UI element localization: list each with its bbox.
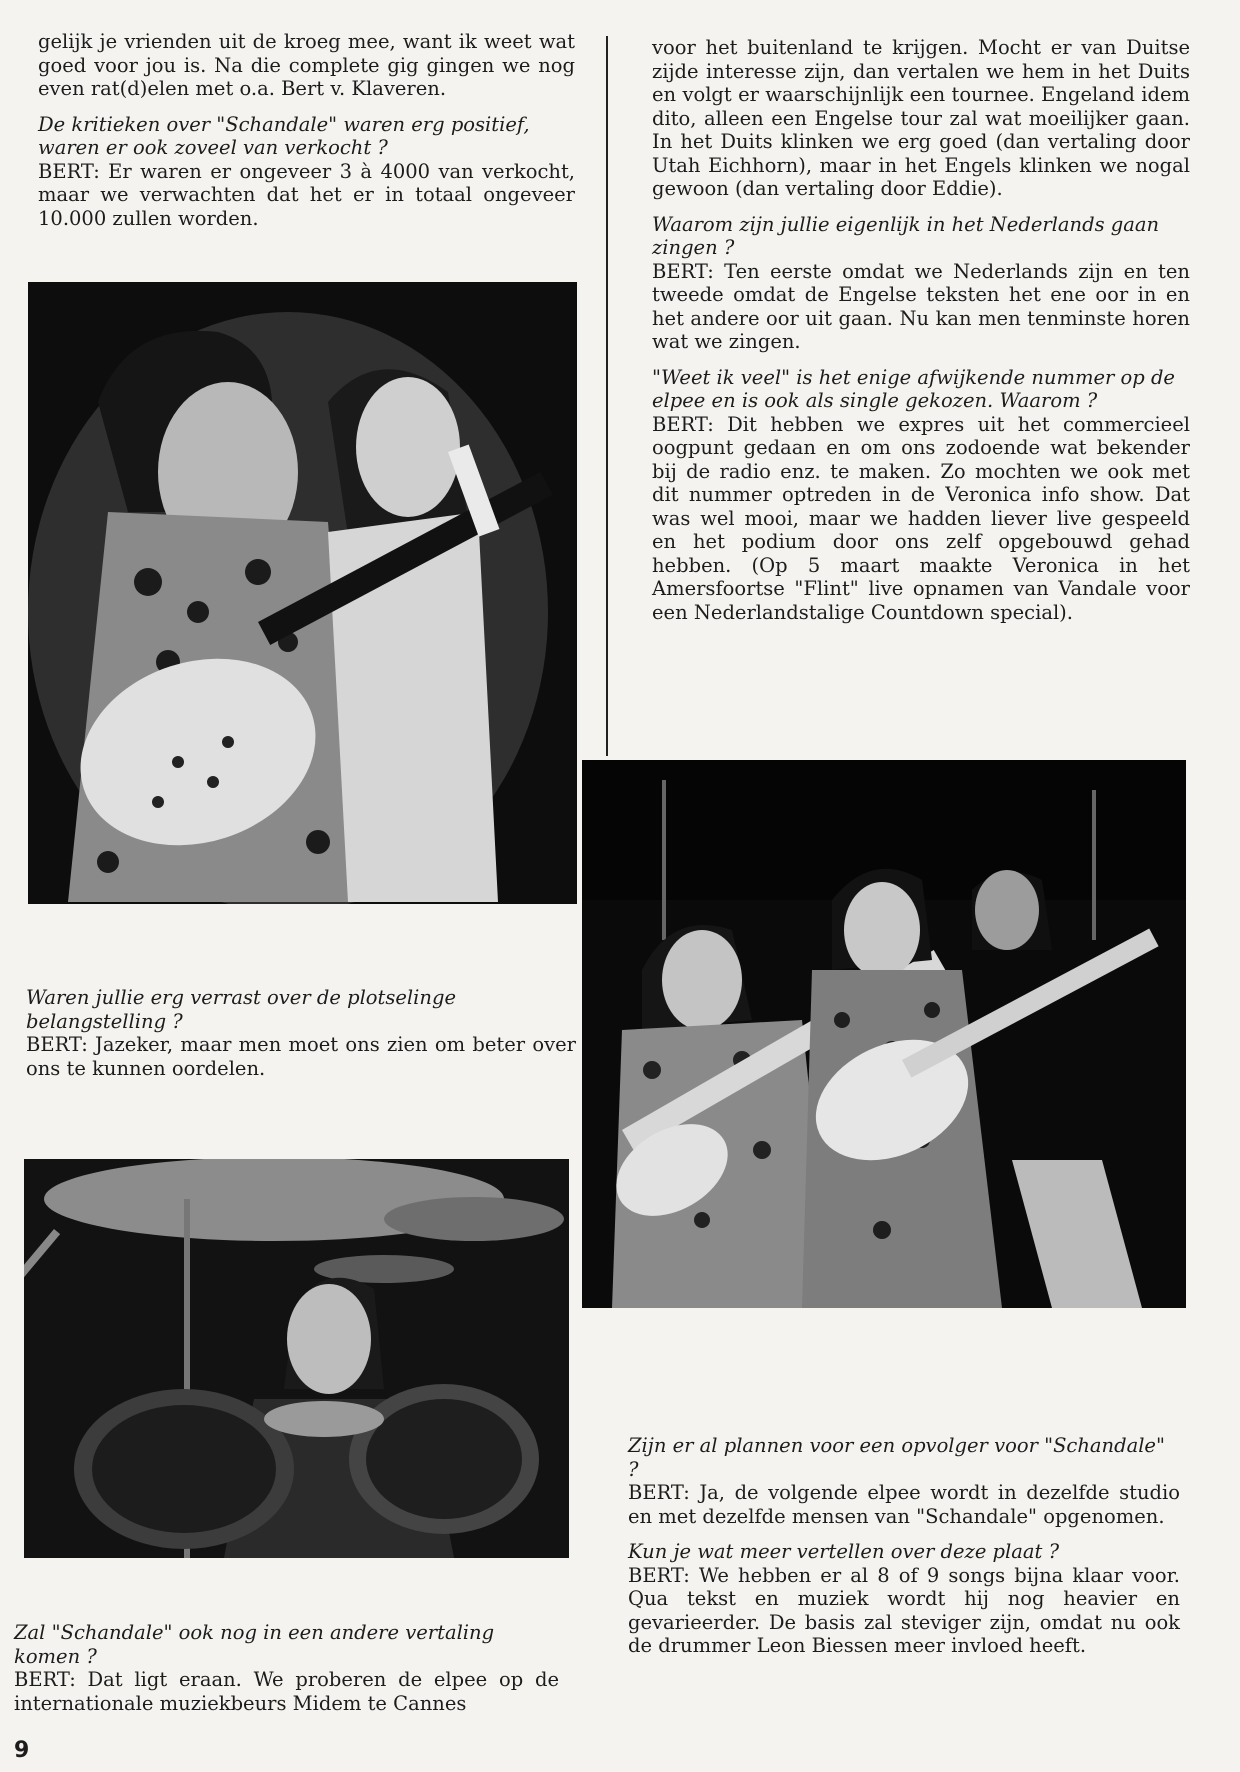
answer-text: BERT: Ja, de volgende elpee wordt in dezelfde studio en met dezelfde mensen van "Schandale" opgenomen. [628, 1481, 1180, 1528]
photo-band-stage-image [582, 760, 1186, 1308]
concert-photo-drummer [24, 1159, 569, 1558]
concert-photo-guitarist-singer [28, 282, 577, 904]
column-divider [606, 36, 608, 756]
qa-successor [628, 1434, 1180, 1528]
photo-drummer-image [24, 1159, 569, 1558]
page-number: 9 [14, 1738, 30, 1763]
left-bottom-text [14, 1621, 559, 1727]
intro-text: gelijk je vrienden uit de kroeg mee, want ik weet wat goed voor jou is. Na die complete gig gingen we nog even rat(d)elen met o.a. Bert v. Klaveren. [38, 30, 575, 100]
intro-paragraph [38, 30, 575, 101]
qa-single [652, 366, 1190, 625]
answer-text: BERT: Ten eerste omdat we Nederlands zijn en ten tweede omdat de Engelse teksten het ene oor in en het andere oor uit gaan. Nu kan men tenminste horen wat we zingen. [652, 259, 1190, 353]
qa-new-record [628, 1540, 1180, 1658]
right-bottom-text [628, 1434, 1180, 1670]
qa-dutch-language [652, 213, 1190, 354]
qa-sales [38, 113, 575, 231]
left-top-text [38, 30, 575, 242]
question-text: Waarom zijn jullie eigenlijk in het Nederlands gaan zingen ? [652, 212, 1160, 259]
intro-text: voor het buitenland te krijgen. Mocht er van Duitse zijde interesse zijn, dan vertalen we hem in het Duits en volgt er waarschijnlijk een tournee. Engeland idem dito, alleen een Engelse tour zal wat moeilijker gaan. In het Duits klinken we erg goed (dan vertaling door Utah Eichhorn), maar in het Engels klinken we nogal gewoon (dan vertaling door Eddie). [652, 36, 1190, 200]
question-text: Waren jullie erg verrast over de plotselinge belangstelling ? [26, 986, 456, 1033]
answer-text: BERT: Dat ligt eraan. We proberen de elpee op de internationale muziekbeurs Midem te Cannes [14, 1668, 559, 1715]
answer-text: BERT: We hebben er al 8 of 9 songs bijna klaar voor. Qua tekst en muziek wordt hij nog heavier en gevarieerder. De basis zal steviger zijn, omdat nu ook de drummer Leon Biessen meer invloed heeft. [628, 1563, 1180, 1657]
question-text: Zal "Schandale" ook nog in een andere vertaling komen ? [14, 1621, 495, 1668]
question-text: De kritieken over "Schandale" waren erg positief, waren er ook zoveel van verkocht ? [38, 112, 530, 159]
qa-surprise [26, 986, 576, 1080]
answer-text: BERT: Dit hebben we expres uit het commercieel oogpunt gedaan en om ons zodoende wat bekender bij de radio enz. te maken. Zo mochten we ook met dit nummer optreden in de Veronica info show. Dat was wel mooi, maar we hadden liever live gespeeld en het podium door ons zelf opgebouwd gehad hebben. (Op 5 maart maakte Veronica in het Amersfoortse "Flint" live opnamen van Vandale voor een Nederlandstalige Countdown special). [652, 412, 1190, 624]
question-text: Kun je wat meer vertellen over deze plaat ? [628, 1540, 1060, 1563]
photo-guitarist-singer-image [28, 282, 577, 904]
left-mid-text [26, 986, 576, 1092]
concert-photo-band-stage [582, 760, 1186, 1308]
question-text: "Weet ik veel" is het enige afwijkende nummer op de elpee en is ook als single gekozen. Waarom ? [652, 365, 1175, 412]
question-text: Zijn er al plannen voor een opvolger voor "Schandale" ? [628, 1434, 1165, 1481]
qa-translation [14, 1621, 559, 1715]
answer-text: BERT: Jazeker, maar men moet ons zien om beter over ons te kunnen oordelen. [26, 1033, 576, 1080]
right-top-text [652, 36, 1190, 636]
intro-paragraph [652, 36, 1190, 201]
answer-text: BERT: Er waren er ongeveer 3 à 4000 van verkocht, maar we verwachten dat het er in totaal ongeveer 10.000 zullen worden. [38, 159, 575, 230]
